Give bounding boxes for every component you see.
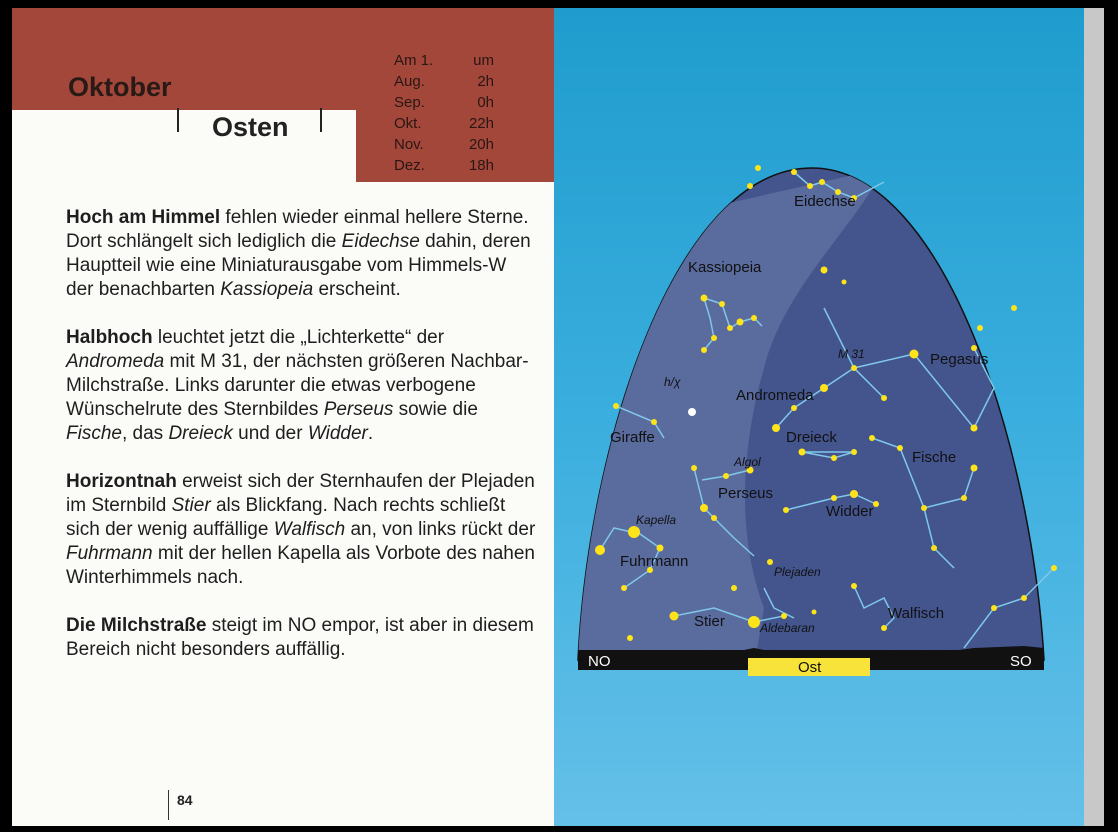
label-widder: Widder <box>826 503 874 520</box>
label-andromeda: Andromeda <box>736 387 814 404</box>
paragraph-horizon: Horizontnah erweist sich der Sternhaufen der Plejaden im Sternbild Stier als Blickfang. Nach rechts schließt sich der wenig auffällige Walfisch an, von links rückt der Fuhrmann mit der hellen Kapella als Vorbote des nahen Winterhimmels nach. <box>66 471 536 588</box>
label-perseus: Perseus <box>718 485 774 502</box>
label-so: SO <box>1010 653 1032 670</box>
label-kapella: Kapella <box>636 513 677 527</box>
label-no: NO <box>588 653 611 670</box>
time-row: Okt. 22h <box>394 115 494 132</box>
page-number-bar <box>168 790 169 820</box>
page-number: 84 <box>177 792 193 808</box>
label-fuhrmann: Fuhrmann <box>620 553 689 570</box>
label-h-chi: h/χ <box>664 375 681 389</box>
label-eidechse: Eidechse <box>794 193 856 210</box>
label-algol: Algol <box>734 455 761 469</box>
label-stier: Stier <box>694 613 725 630</box>
label-ost: Ost <box>798 659 822 676</box>
label-pegasus: Pegasus <box>930 351 989 368</box>
observation-times <box>394 50 494 176</box>
right-page <box>554 8 1084 826</box>
label-aldebaran: Aldebaran <box>760 621 815 635</box>
left-page <box>12 8 554 826</box>
label-dreieck: Dreieck <box>786 429 837 446</box>
paragraph-mid: Halbhoch leuchtet jetzt die „Lichterkette“ der Andromeda mit M 31, der nächsten größeren Nachbar-Milchstraße. Links darunter die etwas verbogene Wünschelrute des Sternbildes Perseus sowie die Fische, das Dreieck und der Widder. <box>66 327 529 444</box>
paragraph-milkyway: Die Milchstraße steigt im NO empor, ist aber in diesem Bereich nicht besonders auffällig. <box>66 615 534 660</box>
time-row: Dez. 18h <box>394 157 494 174</box>
star-map <box>554 8 1084 826</box>
label-walfisch: Walfisch <box>888 605 945 622</box>
label-plejaden: Plejaden <box>774 565 821 579</box>
time-row: Nov. 20h <box>394 136 494 153</box>
month-title: Oktober <box>68 72 172 102</box>
label-kassiopeia: Kassiopeia <box>688 259 762 276</box>
time-row: Aug. 2h <box>394 73 494 90</box>
book-edge <box>1084 8 1104 826</box>
title-tick-right <box>320 108 322 132</box>
body-text <box>66 206 536 686</box>
label-fische: Fische <box>912 449 957 466</box>
time-row: Am 1. um <box>394 52 494 69</box>
title-tick-left <box>177 108 179 132</box>
header-title-box <box>12 110 356 182</box>
label-m31: M 31 <box>838 347 865 361</box>
direction-title: Osten <box>212 112 289 142</box>
label-giraffe: Giraffe <box>610 429 655 446</box>
paragraph-high: Hoch am Himmel fehlen wieder einmal hellere Sterne. Dort schlängelt sich lediglich die Eidechse dahin, deren Hauptteil wie eine Miniaturausgabe vom Himmels-W der benachbarten Kassiopeia erscheint. <box>66 207 531 300</box>
time-row: Sep. 0h <box>394 94 494 111</box>
